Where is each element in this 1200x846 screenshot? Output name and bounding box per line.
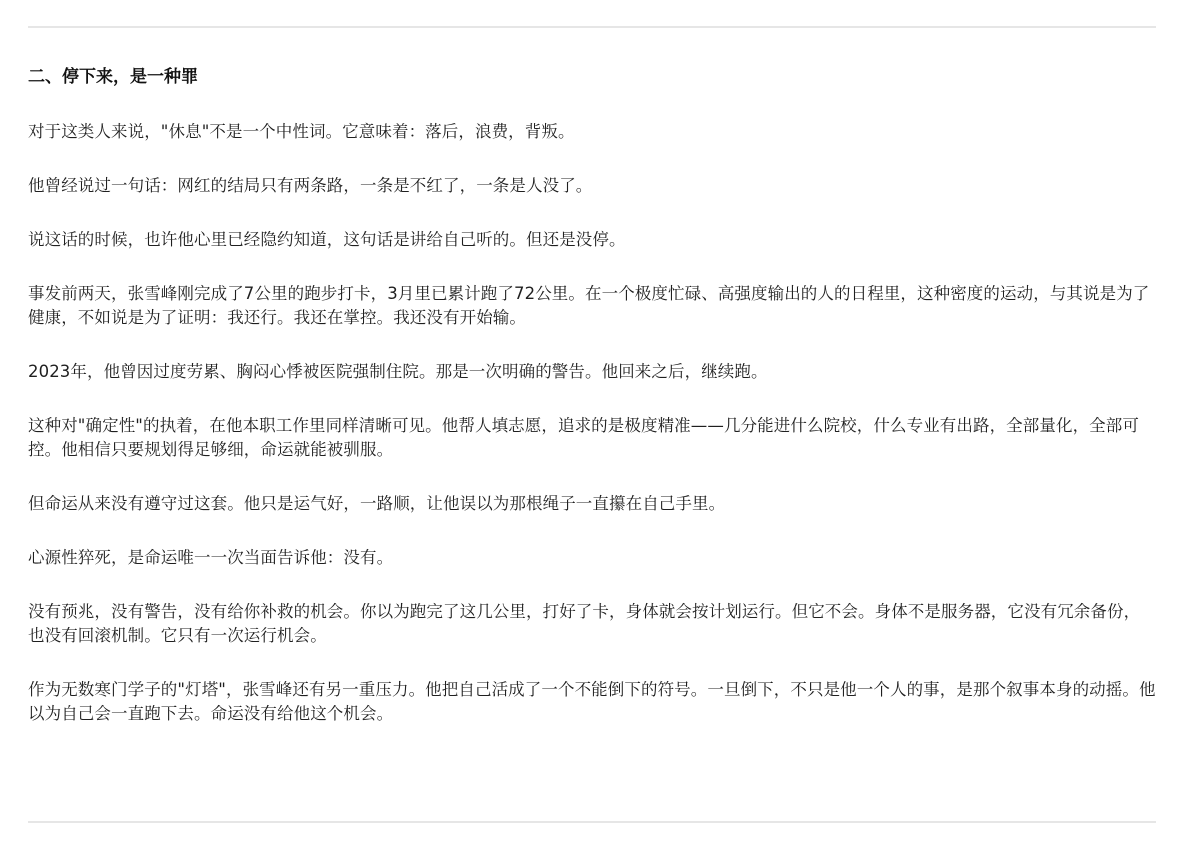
paragraph-2: 他曾经说过一句话：网红的结局只有两条路，一条是不红了，一条是人没了。 [28, 176, 593, 195]
paragraph-9: 没有预兆，没有警告，没有给你补救的机会。你以为跑完了这几公里，打好了卡，身体就会按计划运行。但它不会。身体不是服务器，它没有冗余备份，也没有回滚机制。它只有一次运行机会。 [28, 602, 1141, 645]
section-heading: 二、停下来，是一种罪 [28, 67, 198, 87]
paragraph-8: 心源性猝死，是命运唯一一次当面告诉他：没有。 [28, 548, 394, 567]
paragraph-1: 对于这类人来说，"休息"不是一个中性词。它意味着：落后，浪费，背叛。 [28, 122, 575, 141]
bottom-divider [28, 821, 1156, 823]
paragraph-5: 2023年，他曾因过度劳累、胸闷心悸被医院强制住院。那是一次明确的警告。他回来之后，继续跑。 [28, 362, 768, 381]
paragraph-6: 这种对"确定性"的执着，在他本职工作里同样清晰可见。他帮人填志愿，追求的是极度精准——几分能进什么院校，什么专业有出路，全部量化，全部可控。他相信只要规划得足够细，命运就能被驯服。 [28, 416, 1139, 459]
paragraph-4: 事发前两天，张雪峰刚完成了7公里的跑步打卡，3月里已累计跑了72公里。在一个极度忙碌、高强度输出的人的日程里，这种密度的运动，与其说是为了健康，不如说是为了证明：我还行。我还在掌控。我还没有开始输。 [28, 284, 1150, 327]
top-divider [28, 26, 1156, 28]
paragraph-7: 但命运从来没有遵守过这套。他只是运气好，一路顺，让他误以为那根绳子一直攥在自己手里。 [28, 494, 726, 513]
paragraph-3: 说这话的时候，也许他心里已经隐约知道，这句话是讲给自己听的。但还是没停。 [28, 230, 626, 249]
article-body [28, 64, 1156, 726]
paragraph-10: 作为无数寒门学子的"灯塔"，张雪峰还有另一重压力。他把自己活成了一个不能倒下的符号。一旦倒下，不只是他一个人的事，是那个叙事本身的动摇。他以为自己会一直跑下去。命运没有给他这个机会。 [28, 680, 1156, 723]
